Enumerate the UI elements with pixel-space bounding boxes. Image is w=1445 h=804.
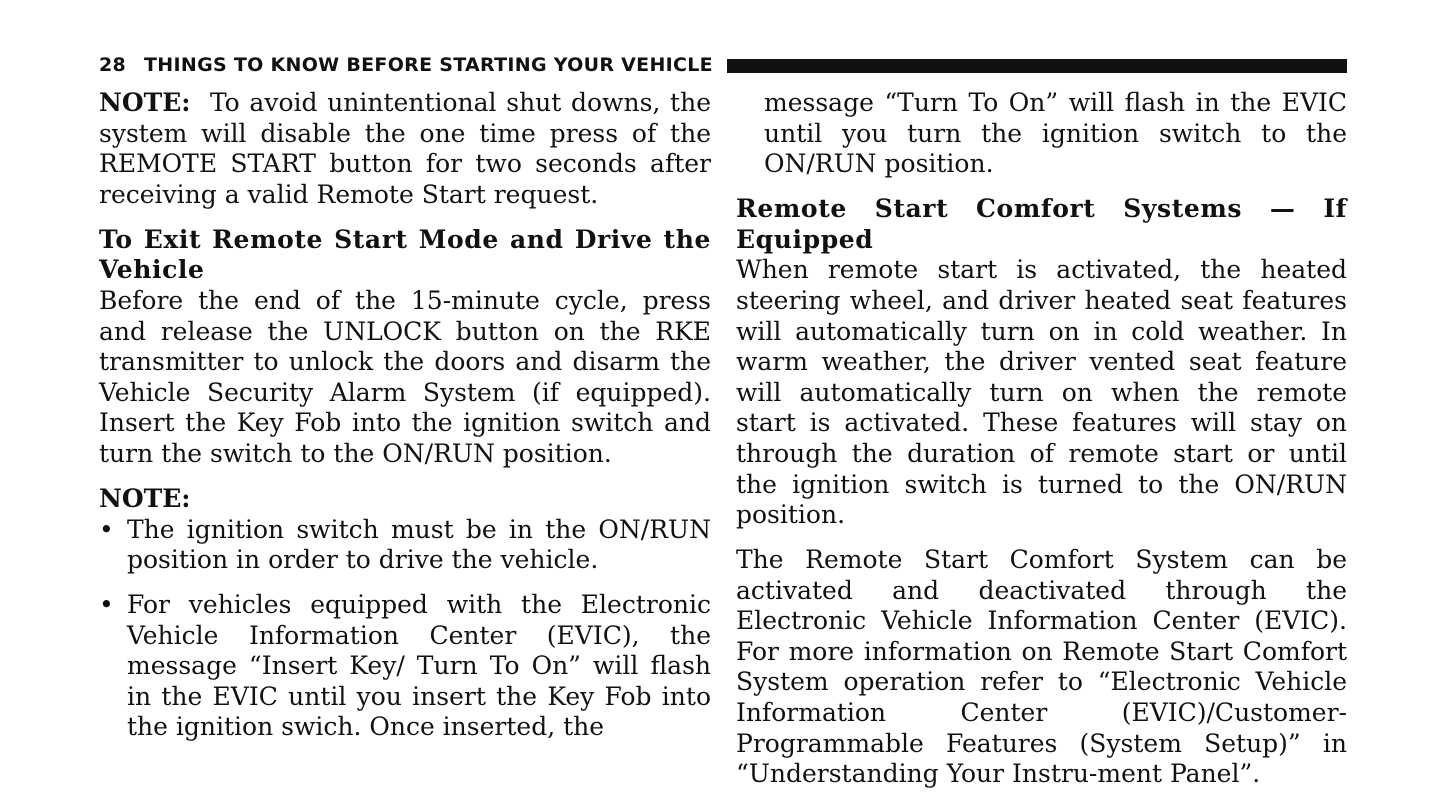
note-label: NOTE:	[99, 483, 191, 513]
bullet-icon: •	[99, 590, 114, 620]
body-paragraph: When remote start is activated, the heated steering wheel, and driver heated seat features will automatically turn on in cold weather. In warm weather, the driver vented seat feature will automatically turn on when the remote start is activated. These features will stay on through the duration of remote start or until the ignition switch is turned to the ON/RUN position.	[736, 255, 1347, 530]
bullet-continuation: message “Turn To On” will flash in the EVIC until you turn the ignition switch to the ON/RUN position.	[764, 88, 1347, 179]
note-bullet-list	[99, 515, 711, 744]
page-header	[99, 52, 1347, 78]
section-title: THINGS TO KNOW BEFORE STARTING YOUR VEHICLE	[144, 54, 713, 76]
list-item	[99, 590, 711, 743]
note-paragraph	[99, 88, 711, 210]
page-number: 28	[99, 54, 127, 76]
list-item-text: For vehicles equipped with the Electronic Vehicle Information Center (EVIC), the message “Insert Key/ Turn To On” will flash in the EVIC until you insert the Key Fob into the ignition swich. Once inserted, the	[127, 590, 711, 742]
header-rule	[727, 59, 1347, 73]
note-text: To avoid unintentional shut downs, the system will disable the one time press of the REMOTE START button for two seconds after receiving a valid Remote Start request.	[99, 88, 711, 209]
body-paragraph: Before the end of the 15-minute cycle, press and release the UNLOCK button on the RKE transmitter to unlock the doors and disarm the Vehicle Security Alarm System (if equipped). Insert the Key Fob into the ignition switch and turn the switch to the ON/RUN position.	[99, 285, 711, 468]
bullet-icon: •	[99, 514, 114, 544]
note-label: NOTE:	[99, 88, 191, 117]
left-column	[99, 88, 711, 743]
right-column	[736, 88, 1347, 804]
body-paragraph: The Remote Start Comfort System can be activated and deactivated through the Electronic Vehicle Information Center (EVIC). For more information on Remote Start Comfort System operation refer to “Electronic Vehicle Information Center (EVIC)/Customer-Programmable Features (System Setup)” in “Understanding Your Instru-ment Panel”.	[736, 545, 1347, 789]
list-item-text: The ignition switch must be in the ON/RUN position in order to drive the vehicle.	[127, 514, 711, 575]
list-item	[99, 515, 711, 576]
section-heading-exit-remote-start: To Exit Remote Start Mode and Drive the Vehicle	[99, 224, 711, 285]
section-heading-comfort-systems: Remote Start Comfort Systems — If Equipped	[736, 194, 1347, 254]
